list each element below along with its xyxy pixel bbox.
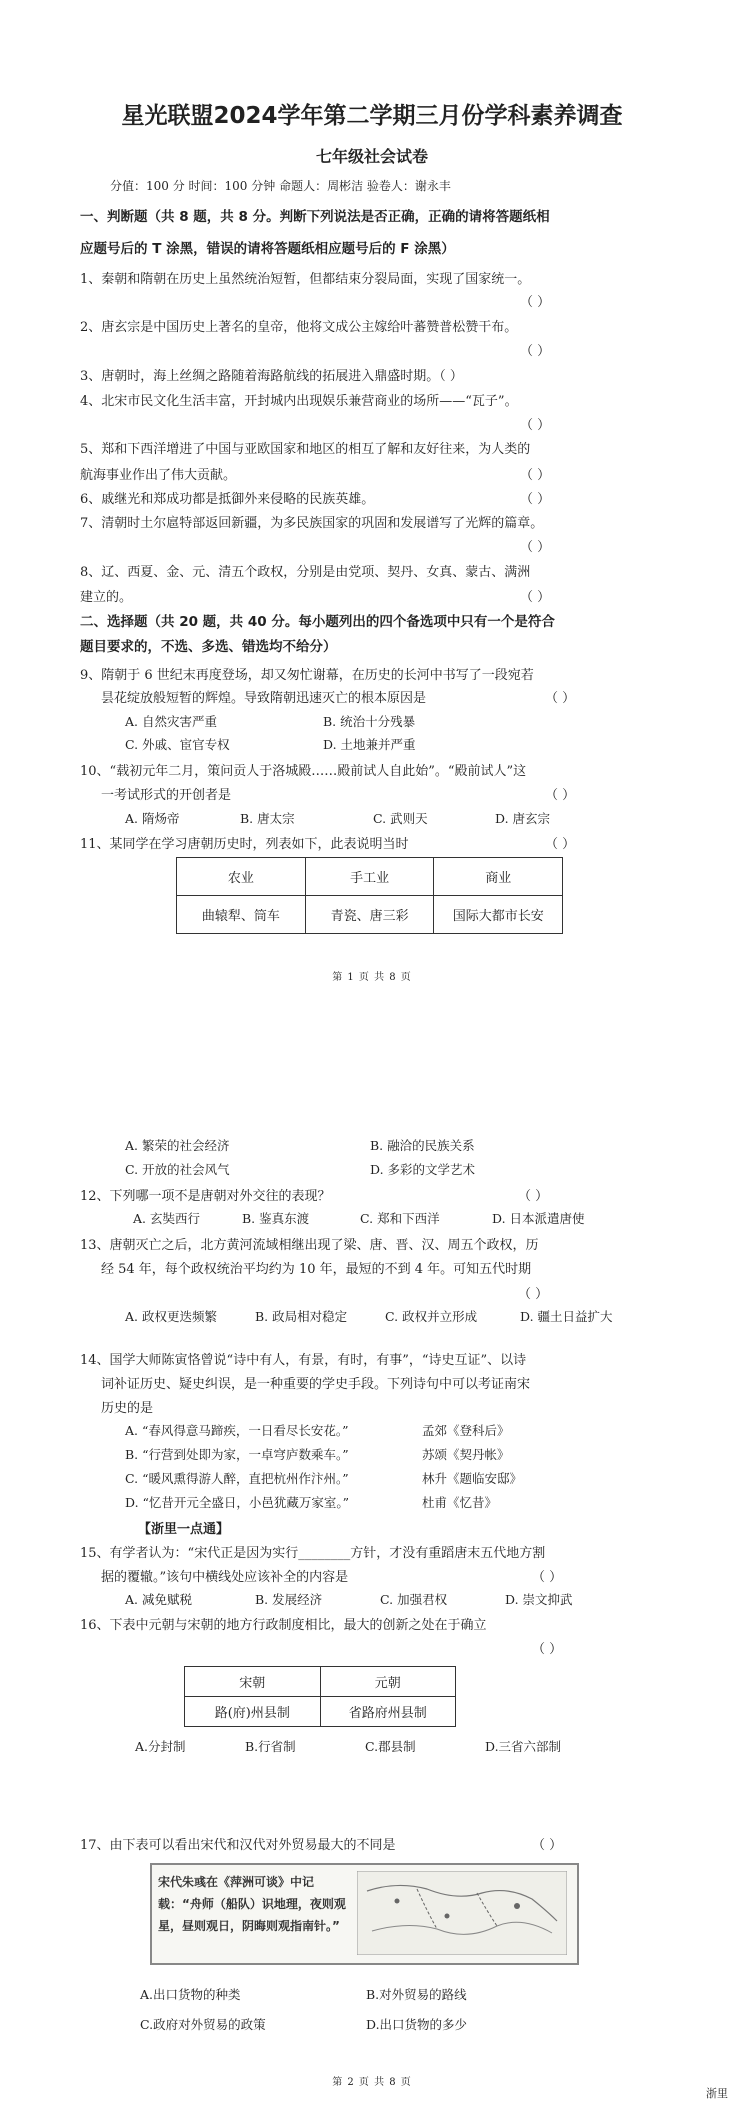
- judge-q8-paren: （ ）: [520, 590, 551, 605]
- q9-option-c: C. 外戚、宦官专权: [125, 737, 230, 752]
- q11-option-d: D. 多彩的文学艺术: [370, 1162, 476, 1177]
- judge-q1: 1、秦朝和隋朝在历史上虽然统治短暂，但都结束分裂局面，实现了国家统一。: [80, 272, 531, 287]
- q9-option-d: D. 土地兼并严重: [323, 737, 416, 752]
- q10-option-a: A. 隋炀帝: [125, 811, 180, 826]
- q15-stem: 15、有学者认为：“宋代正是因为实行________方针，才没有重蹈唐末五代地方割: [80, 1546, 546, 1561]
- q16-stem: 16、下表中元朝与宋朝的地方行政制度相比，最大的创新之处在于确立: [80, 1618, 487, 1633]
- q13-option-a: A. 政权更迭频繁: [125, 1309, 217, 1324]
- judge-q5: 5、郑和下西洋增进了中国与亚欧国家和地区的相互了解和友好往来，为人类的: [80, 442, 531, 457]
- q16-header-song: 宋朝: [185, 1667, 321, 1697]
- q11-cell-commerce: 国际大都市长安: [434, 896, 563, 934]
- q14-stem-3: 历史的是: [101, 1401, 154, 1416]
- q12-option-c: C. 郑和下西洋: [360, 1211, 440, 1226]
- q14-option-a: A. “春风得意马蹄疾，一日看尽长安花。”: [125, 1423, 349, 1438]
- q15-option-d: D. 崇文抑武: [505, 1592, 573, 1607]
- judge-q5-paren: （ ）: [520, 468, 551, 483]
- q17-paren: （ ）: [532, 1838, 563, 1853]
- q16-header-yuan: 元朝: [320, 1667, 455, 1697]
- q9-stem-2: 昙花绽放般短暂的辉煌。导致隋朝迅速灭亡的根本原因是: [101, 691, 427, 706]
- q13-option-b: B. 政局相对稳定: [255, 1309, 348, 1324]
- q17-source-text: 宋代朱彧在《萍洲可谈》中记载：“舟师（船队）识地理，夜则观星，昼则观日，阴晦则观指南针。”: [158, 1875, 346, 1933]
- q17-source-image: [150, 1863, 579, 1965]
- q13-stem: 13、唐朝灭亡之后，北方黄河流域相继出现了梁、唐、晋、汉、周五个政权，历: [80, 1238, 539, 1253]
- q9-option-a: A. 自然灾害严重: [125, 714, 217, 729]
- map-illustration: [357, 1871, 567, 1955]
- exam-meta: 分值：100 分 时间：100 分钟 命题人：周彬洁 验卷人：谢永丰: [110, 179, 451, 193]
- q13-option-c: C. 政权并立形成: [385, 1309, 478, 1324]
- q14-option-b-author: 苏颂《契丹帐》: [422, 1447, 510, 1462]
- q15-option-c: C. 加强君权: [380, 1592, 448, 1607]
- q12-option-b: B. 鉴真东渡: [242, 1211, 310, 1226]
- section1-heading-2: 应题号后的 T 涂黑，错误的请将答题纸相应题号后的 F 涂黑）: [80, 241, 455, 257]
- q9-paren: （ ）: [545, 691, 576, 706]
- judge-q5-cont: 航海事业作出了伟大贡献。: [80, 468, 237, 483]
- q17-option-d: D.出口货物的多少: [366, 2017, 468, 2032]
- q11-header-agriculture: 农业: [177, 858, 306, 896]
- judge-q4-paren: （ ）: [520, 418, 551, 433]
- q11-option-b: B. 融洽的民族关系: [370, 1138, 475, 1153]
- q17-option-b: B.对外贸易的路线: [366, 1987, 467, 2002]
- judge-q8: 8、辽、西夏、金、元、清五个政权，分别是由党项、契丹、女真、蒙古、满洲: [80, 565, 531, 580]
- q10-option-b: B. 唐太宗: [240, 811, 295, 826]
- q11-header-handicraft: 手工业: [305, 858, 434, 896]
- source-tag: 【浙里一点通】: [138, 1522, 230, 1537]
- judge-q6-paren: （ ）: [520, 492, 551, 507]
- page-footer-2: 第 2 页 共 8 页: [332, 2077, 412, 2088]
- q13-option-d: D. 疆土日益扩大: [520, 1309, 613, 1324]
- q14-option-d: D. “忆昔开元全盛日，小邑犹藏万家室。”: [125, 1495, 350, 1510]
- judge-q6: 6、戚继光和郑成功都是抵御外来侵略的民族英雄。: [80, 492, 375, 507]
- judge-q1-paren: （ ）: [520, 295, 551, 310]
- q11-cell-agriculture: 曲辕犁、筒车: [177, 896, 306, 934]
- q14-stem: 14、国学大师陈寅恪曾说“诗中有人，有景，有时，有事”，“诗史互证”、以诗: [80, 1353, 527, 1368]
- judge-q3: 3、唐朝时，海上丝绸之路随着海路航线的拓展进入鼎盛时期。（ ）: [80, 369, 463, 384]
- section2-heading-2: 题目要求的，不选、多选、错选均不给分）: [80, 639, 337, 655]
- exam-subtitle: 七年级社会试卷: [315, 147, 428, 166]
- q11-option-c: C. 开放的社会风气: [125, 1162, 230, 1177]
- q11-cell-handicraft: 青瓷、唐三彩: [305, 896, 434, 934]
- q10-option-d: D. 唐玄宗: [495, 811, 551, 826]
- q15-option-a: A. 减免赋税: [125, 1592, 192, 1607]
- judge-q8-cont: 建立的。: [80, 590, 133, 605]
- q15-stem-2: 据的覆辙。”该句中横线处应该补全的内容是: [101, 1570, 349, 1585]
- q11-paren: （ ）: [545, 837, 576, 852]
- judge-q4: 4、北宋市民文化生活丰富，开封城内出现娱乐兼营商业的场所——“瓦子”。: [80, 394, 518, 409]
- q17-stem: 17、由下表可以看出宋代和汉代对外贸易最大的不同是: [80, 1838, 396, 1853]
- q14-option-c-author: 林升《题临安邸》: [422, 1471, 523, 1486]
- q16-option-c: C.郡县制: [365, 1739, 416, 1754]
- page-footer-1: 第 1 页 共 8 页: [332, 972, 412, 983]
- exam-title: 星光联盟2024学年第二学期三月份学科素养调查: [121, 103, 623, 129]
- judge-q7: 7、清朝时土尔扈特部返回新疆，为多民族国家的巩固和发展谱写了光辉的篇章。: [80, 516, 544, 531]
- q10-stem-2: 一考试形式的开创者是: [101, 788, 232, 803]
- section2-heading: 二、选择题（共 20 题，共 40 分。每小题列出的四个备选项中只有一个是符合: [80, 614, 555, 630]
- q12-option-d: D. 日本派遣唐使: [492, 1211, 585, 1226]
- q17-option-c: C.政府对外贸易的政策: [140, 2017, 266, 2032]
- judge-q7-paren: （ ）: [520, 540, 551, 555]
- q13-stem-2: 经 54 年，每个政权统治平均约为 10 年，最短的不到 4 年。可知五代时期: [101, 1262, 532, 1277]
- q14-option-c: C. “暖风熏得游人醉，直把杭州作汴州。”: [125, 1471, 349, 1486]
- q10-paren: （ ）: [545, 788, 576, 803]
- q9-stem: 9、隋朝于 6 世纪末再度登场，却又匆忙谢幕，在历史的长河中书写了一段宛若: [80, 668, 534, 683]
- q12-paren: （ ）: [518, 1189, 549, 1204]
- q14-option-d-author: 杜甫《忆昔》: [422, 1495, 498, 1510]
- q9-option-b: B. 统治十分残暴: [323, 714, 416, 729]
- section1-heading: 一、判断题（共 8 题，共 8 分。判断下列说法是否正确，正确的请将答题纸相: [80, 209, 550, 225]
- q14-stem-2: 词补证历史、疑史纠误，是一种重要的学史手段。下列诗句中可以考证南宋: [101, 1377, 531, 1392]
- judge-q2-paren: （ ）: [520, 344, 551, 359]
- q17-option-a: A.出口货物的种类: [140, 1987, 241, 2002]
- q16-paren: （ ）: [532, 1642, 563, 1657]
- q12-stem: 12、下列哪一项不是唐朝对外交往的表现？: [80, 1189, 331, 1204]
- q12-option-a: A. 玄奘西行: [133, 1211, 200, 1226]
- q10-stem: 10、“载初元年二月，策问贡人于洛城殿……殿前试人自此始”。“殿前试人”这: [80, 764, 527, 779]
- q14-option-b: B. “行营到处即为家，一卓穹庐数乘车。”: [125, 1447, 349, 1462]
- q11-stem: 11、某同学在学习唐朝历史时，列表如下，此表说明当时: [80, 837, 409, 852]
- q15-option-b: B. 发展经济: [255, 1592, 323, 1607]
- q16-option-b: B.行省制: [245, 1739, 296, 1754]
- judge-q2: 2、唐玄宗是中国历史上著名的皇帝，他将文成公主嫁给叶蕃赞普松赞干布。: [80, 320, 518, 335]
- q14-option-a-author: 孟郊《登科后》: [422, 1423, 510, 1438]
- q11-header-commerce: 商业: [434, 858, 563, 896]
- q16-cell-song: 路(府)州县制: [185, 1697, 321, 1727]
- q13-paren: （ ）: [518, 1287, 549, 1302]
- q16-cell-yuan: 省路府州县制: [320, 1697, 455, 1727]
- q16-table: [184, 1666, 456, 1727]
- q16-option-d: D.三省六部制: [485, 1739, 562, 1754]
- q10-option-c: C. 武则天: [373, 811, 428, 826]
- q15-paren: （ ）: [532, 1570, 563, 1585]
- q11-table: [176, 857, 563, 934]
- q11-option-a: A. 繁荣的社会经济: [125, 1138, 230, 1153]
- corner-watermark: 浙里: [706, 2087, 728, 2100]
- q16-option-a: A.分封制: [135, 1739, 186, 1754]
